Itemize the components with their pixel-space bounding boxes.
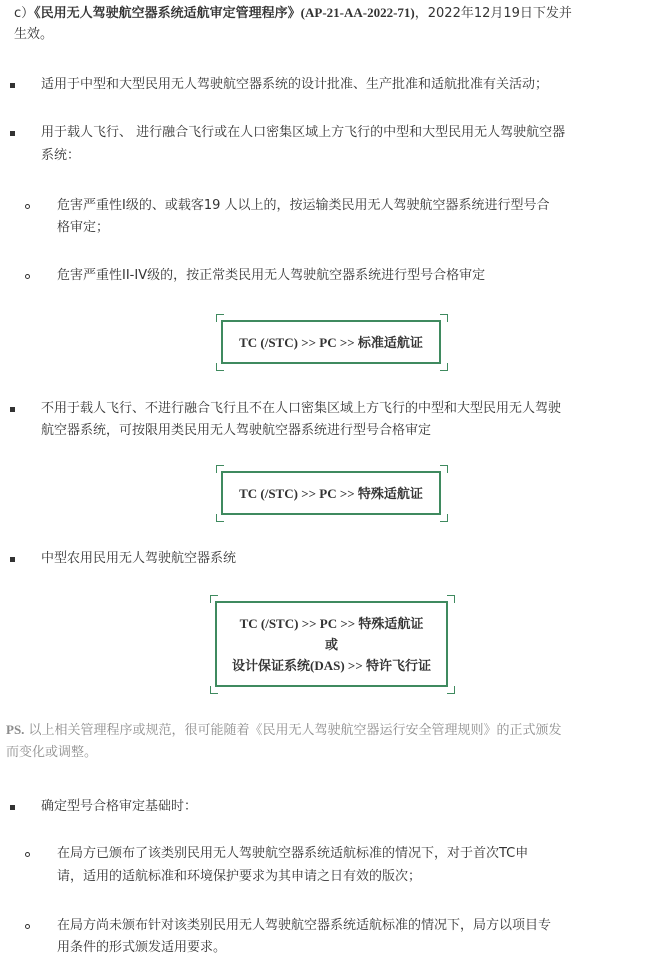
bullet-circle-icon bbox=[25, 924, 30, 929]
certification-path-box bbox=[215, 601, 448, 687]
bullet-circle-icon bbox=[25, 274, 30, 279]
box-corner bbox=[440, 514, 448, 522]
bullet-square-icon bbox=[10, 557, 15, 562]
box-corner bbox=[210, 686, 218, 694]
box-corner bbox=[447, 686, 455, 694]
sub-bullet-text-3b: 请，适用的适航标准和环境保护要求为其申请之日有效的版次； bbox=[57, 869, 422, 884]
sub-bullet-text-4a: 在局方尚未颁布针对该类别民用无人驾驶航空器系统适航标准的情况下，局方以项目专 bbox=[57, 918, 552, 933]
bullet-square-icon bbox=[10, 131, 15, 136]
box-corner bbox=[216, 514, 224, 522]
bullet-square-icon bbox=[10, 83, 15, 88]
bullet-circle-icon bbox=[25, 204, 30, 209]
box-corner bbox=[210, 595, 218, 603]
box-corner bbox=[440, 363, 448, 371]
bullet-square-icon bbox=[10, 407, 15, 412]
ps-note-line-2: 而变化或调整。 bbox=[6, 745, 98, 760]
sub-bullet-text-1a: 危害严重性I级的、或载客19 人以上的，按运输类民用无人驾驶航空器系统进行型号合 bbox=[57, 198, 550, 213]
box-text: TC (/STC) >> PC >> 特殊适航证 bbox=[239, 615, 424, 631]
box-corner bbox=[216, 465, 224, 473]
bullet-text-5: 确定型号合格审定基础时： bbox=[41, 799, 198, 814]
ps-note-line-1 bbox=[6, 720, 562, 741]
box-text: 或 bbox=[324, 636, 338, 652]
intro-line-2: 生效。 bbox=[14, 27, 54, 42]
intro-line-1 bbox=[14, 3, 572, 24]
intro-code: (AP-21-AA-2022-71) bbox=[300, 5, 415, 20]
box-text: 设计保证系统(DAS) >> 特许飞行证 bbox=[232, 657, 431, 673]
intro-prefix: c） bbox=[14, 6, 35, 21]
certification-path-box bbox=[221, 320, 441, 364]
sub-bullet-text-4b: 用条件的形式颁发适用要求。 bbox=[57, 940, 227, 955]
box-corner bbox=[440, 314, 448, 322]
ps-text: 以上相关管理程序或规范，很可能随着《民用无人驾驶航空器运行安全管理规则》的正式颁发 bbox=[24, 723, 562, 738]
certification-path-box bbox=[221, 471, 441, 515]
bullet-text-3b: 航空器系统，可按限用类民用无人驾驶航空器系统进行型号合格审定 bbox=[41, 423, 432, 438]
bullet-text-4: 中型农用民用无人驾驶航空器系统 bbox=[41, 551, 237, 566]
sub-bullet-text-3a: 在局方已颁布了该类别民用无人驾驶航空器系统适航标准的情况下，对于首次TC申 bbox=[57, 846, 529, 861]
bullet-text-3a: 不用于载人飞行、不进行融合飞行且不在人口密集区域上方飞行的中型和大型民用无人驾驶 bbox=[41, 401, 562, 416]
sub-bullet-text-2: 危害严重性II-IV级的，按正常类民用无人驾驶航空器系统进行型号合格审定 bbox=[57, 268, 486, 283]
box-corner bbox=[216, 314, 224, 322]
intro-date: ，2022年12月19日下发并 bbox=[414, 6, 572, 21]
bullet-text-2a: 用于载人飞行、 进行融合飞行或在人口密集区域上方飞行的中型和大型民用无人驾驶航空器 bbox=[41, 125, 566, 140]
intro-title: 《民用无人驾驶航空器系统适航审定管理程序》 bbox=[34, 6, 301, 21]
box-corner bbox=[216, 363, 224, 371]
bullet-circle-icon bbox=[25, 852, 30, 857]
bullet-text-1: 适用于中型和大型民用无人驾驶航空器系统的设计批准、生产批准和适航批准有关活动； bbox=[41, 77, 549, 92]
box-text: TC (/STC) >> PC >> 特殊适航证 bbox=[239, 485, 423, 501]
box-corner bbox=[440, 465, 448, 473]
bullet-text-2b: 系统： bbox=[41, 148, 81, 163]
sub-bullet-text-1b: 格审定； bbox=[57, 220, 110, 235]
ps-label: PS. bbox=[6, 722, 25, 737]
bullet-square-icon bbox=[10, 805, 15, 810]
box-corner bbox=[447, 595, 455, 603]
box-text: TC (/STC) >> PC >> 标准适航证 bbox=[239, 334, 423, 350]
